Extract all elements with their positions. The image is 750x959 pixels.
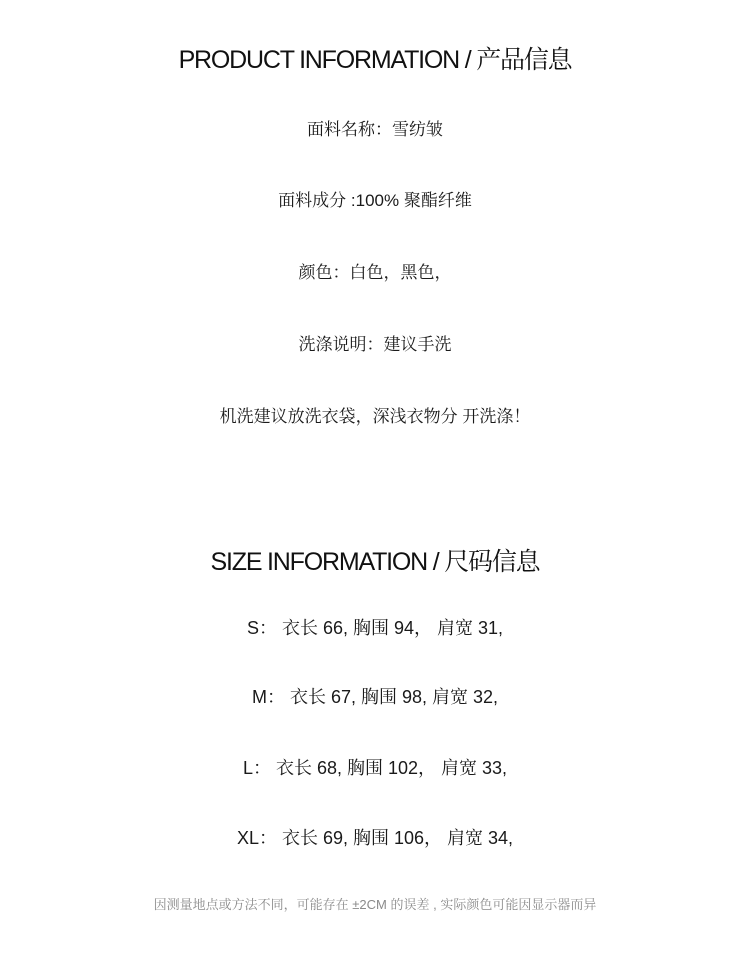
color-line: 颜色：白色，黑色， (298, 263, 452, 282)
size-row-xl: XL： 衣长 69, 胸围 106， 肩宽 34, (236, 828, 514, 848)
measurement-disclaimer: 因测量地点或方法不同，可能存在 ±2CM 的误差 , 实际颜色可能因显示器而异 (153, 897, 597, 912)
size-information-title: SIZE INFORMATION / 尺码信息 (210, 548, 540, 576)
fabric-composition-line: 面料成分 :100% 聚酯纤维 (278, 191, 472, 210)
size-row-m: M： 衣长 67, 胸围 98, 肩宽 32, (251, 687, 499, 707)
washing-instructions-line: 洗涤说明：建议手洗 (298, 335, 452, 354)
fabric-name-line: 面料名称：雪纺皱 (307, 120, 443, 139)
product-information-title: PRODUCT INFORMATION / 产品信息 (178, 46, 572, 74)
machine-wash-note-line: 机洗建议放洗衣袋，深浅衣物分 开洗涤！ (219, 407, 531, 426)
size-row-s: S： 衣长 66, 胸围 94， 肩宽 31, (246, 618, 504, 638)
size-row-l: L： 衣长 68, 胸围 102， 肩宽 33, (242, 758, 508, 778)
